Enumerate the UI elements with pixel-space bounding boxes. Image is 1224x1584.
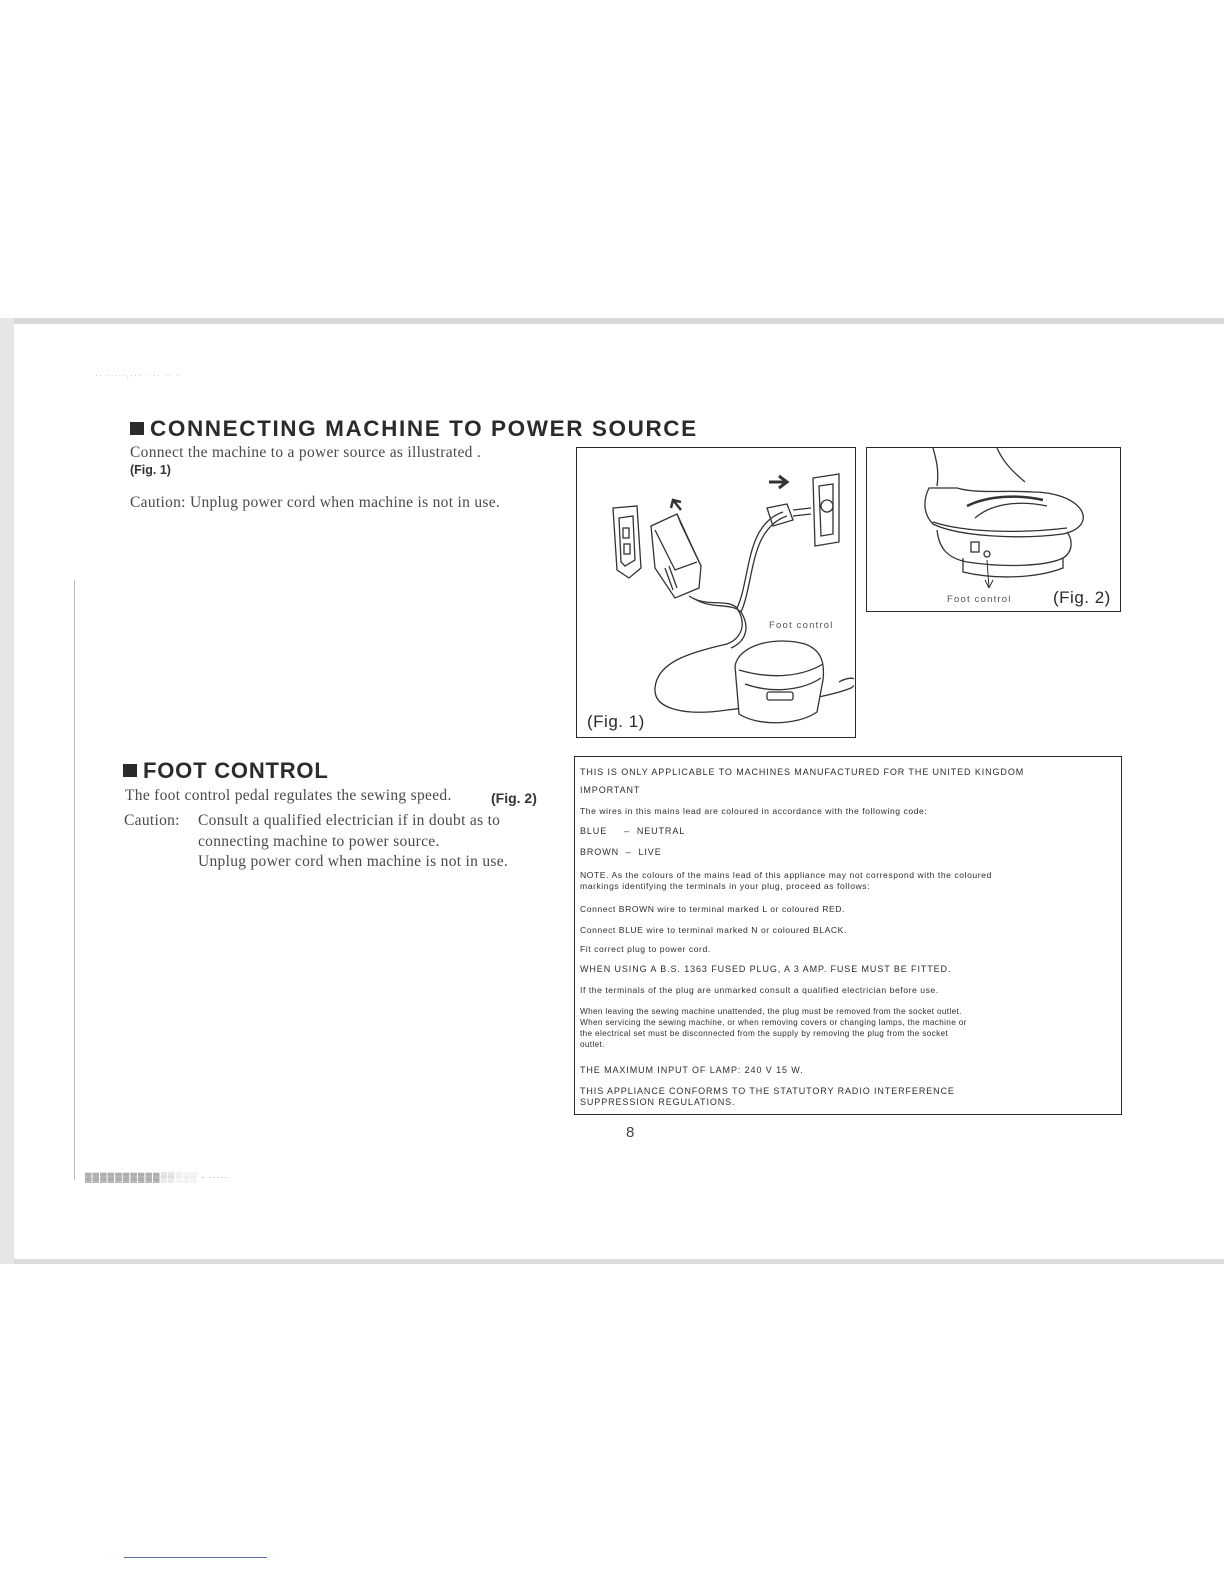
notice-line: markings identifying the terminals in your plug, proceed as follows:	[580, 881, 871, 891]
fig2-label: (Fig. 2)	[1053, 588, 1111, 607]
power-source-body: Connect the machine to a power source as illustrated .	[130, 444, 482, 461]
heading-text: FOOT CONTROL	[143, 758, 329, 783]
notice-line: THIS APPLIANCE CONFORMS TO THE STATUTORY RADIO INTERFERENCE	[580, 1086, 955, 1096]
notice-line: BROWN – LIVE	[580, 847, 662, 857]
notice-line: Connect BLUE wire to terminal marked N or coloured BLACK.	[580, 925, 847, 935]
notice-line: Fit correct plug to power cord.	[580, 944, 711, 954]
notice-line: BLUE – NEUTRAL	[580, 826, 686, 836]
foot-control-caution-label: Caution:	[124, 812, 180, 829]
bullet-square-icon	[123, 764, 137, 777]
heading-text: CONNECTING MACHINE TO POWER SOURCE	[150, 416, 698, 441]
notice-line: When leaving the sewing machine unattended, the plug must be removed from the socket outlet.	[580, 1007, 962, 1016]
notice-line: SUPPRESSION REGULATIONS.	[580, 1097, 736, 1107]
page-number: 8	[626, 1124, 635, 1141]
foot-control-caution-line: Unplug power cord when machine is not in use.	[198, 853, 509, 870]
fig1-label: (Fig. 1)	[587, 712, 645, 731]
foot-on-pedal-illustration	[867, 448, 1119, 610]
notice-line: outlet.	[580, 1040, 605, 1049]
scan-edge	[0, 318, 14, 1264]
stray-underline-mark	[124, 1557, 267, 1558]
fig1-reference: (Fig. 1)	[130, 463, 171, 477]
bullet-square-icon	[130, 422, 144, 435]
notice-line: THE MAXIMUM INPUT OF LAMP: 240 V 15 W.	[580, 1065, 804, 1075]
notice-line: Connect BROWN wire to terminal marked L or coloured RED.	[580, 904, 845, 914]
scan-margin-line	[74, 580, 75, 1180]
power-source-caution: Caution: Unplug power cord when machine is not in use.	[130, 494, 501, 511]
notice-line: The wires in this mains lead are coloured in accordance with the following code:	[580, 806, 928, 816]
power-connection-illustration	[577, 448, 854, 736]
notice-line: When servicing the sewing machine, or when removing covers or changing lamps, the machine or	[580, 1018, 967, 1027]
notice-line: NOTE. As the colours of the mains lead of this appliance may not correspond with the coloured	[580, 870, 992, 880]
section-heading-foot-control	[123, 758, 329, 784]
foot-control-caution-line: connecting machine to power source.	[198, 833, 440, 850]
notice-line: IMPORTANT	[580, 785, 641, 795]
figure-1	[576, 447, 856, 738]
notice-line: WHEN USING A B.S. 1363 FUSED PLUG, A 3 AMP. FUSE MUST BE FITTED.	[580, 964, 952, 974]
figure-2	[866, 447, 1121, 612]
fig2-foot-control-callout: Foot control	[947, 594, 1012, 605]
fig1-foot-control-callout: Foot control	[769, 620, 834, 631]
uk-wiring-notice	[574, 756, 1122, 1115]
foot-control-body: The foot control pedal regulates the sewing speed.	[125, 787, 452, 804]
notice-line: If the terminals of the plug are unmarked consult a qualified electrician before use.	[580, 985, 939, 995]
scan-noise: ·· ·····,··· · ·· ·· ·	[95, 370, 180, 380]
fig2-reference: (Fig. 2)	[491, 790, 537, 806]
notice-line: THIS IS ONLY APPLICABLE TO MACHINES MANUFACTURED FOR THE UNITED KINGDOM	[580, 767, 1025, 777]
foot-control-caution-line: Consult a qualified electrician if in doubt as to	[198, 812, 501, 829]
notice-line: the electrical set must be disconnected from the supply by removing the plug from the socket	[580, 1029, 949, 1038]
section-heading-power-source	[130, 416, 698, 442]
scan-noise: ▓▓▓▓▓▓▓▓▓▓▒▒░░░ · ·····	[85, 1172, 229, 1182]
